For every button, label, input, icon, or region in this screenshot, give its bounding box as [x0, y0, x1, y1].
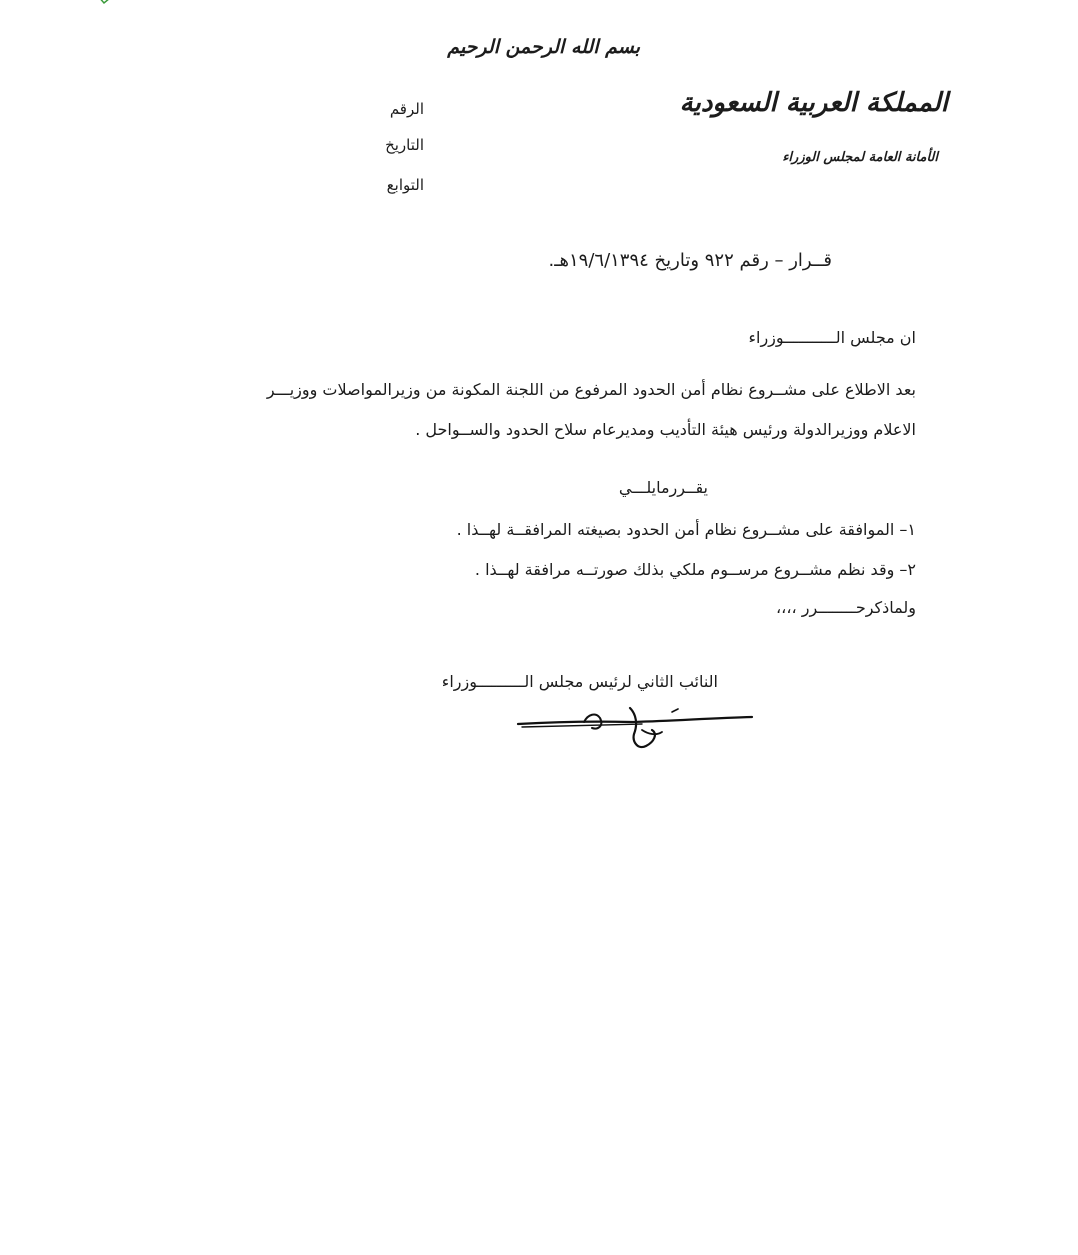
- paragraph-line-1: بعد الاطلاع على مشــروع نظام أمن الحدود المرفوع من اللجنة المكونة من وزيرالمواصلات ووزيـــر: [266, 380, 916, 399]
- decision-item-1: ١– الموافقة على مشــروع نظام أمن الحدود بصيغته المرافقــة لهــذا .: [456, 520, 916, 539]
- date-label: التاريخ: [385, 136, 424, 154]
- decides-heading: يقــررمايلـــي: [618, 478, 708, 497]
- attachments-label: التوابع: [386, 176, 424, 194]
- corner-mark-icon: [96, 0, 112, 6]
- signatory-title: النائب الثاني لرئيس مجلس الــــــــــوزراء: [441, 672, 718, 691]
- letterhead-office: الأمانة العامة لمجلس الوزراء: [782, 150, 938, 165]
- letterhead-country: المملكة العربية السعودية: [679, 88, 948, 118]
- paragraph-line-2: الاعلام ووزيرالدولة ورئيس هيئة التأديب ومديرعام سلاح الحدود والســواحل .: [415, 420, 916, 439]
- decision-item-2: ٢– وقد نظم مشــروع مرســوم ملكي بذلك صورتــه مرافقة لهــذا .: [474, 560, 916, 579]
- number-label: الرقم: [389, 100, 424, 118]
- decision-title: قــرار – رقم ٩٢٢ وتاريخ ١٩/٦/١٣٩٤هـ.: [548, 250, 832, 271]
- council-line: ان مجلس الـــــــــــوزراء: [748, 328, 916, 347]
- closing-line: ولماذكرحــــــــرر ،،،،: [776, 598, 916, 617]
- handwritten-signature: [512, 700, 757, 756]
- basmala: بسم الله الرحمن الرحيم: [447, 36, 640, 58]
